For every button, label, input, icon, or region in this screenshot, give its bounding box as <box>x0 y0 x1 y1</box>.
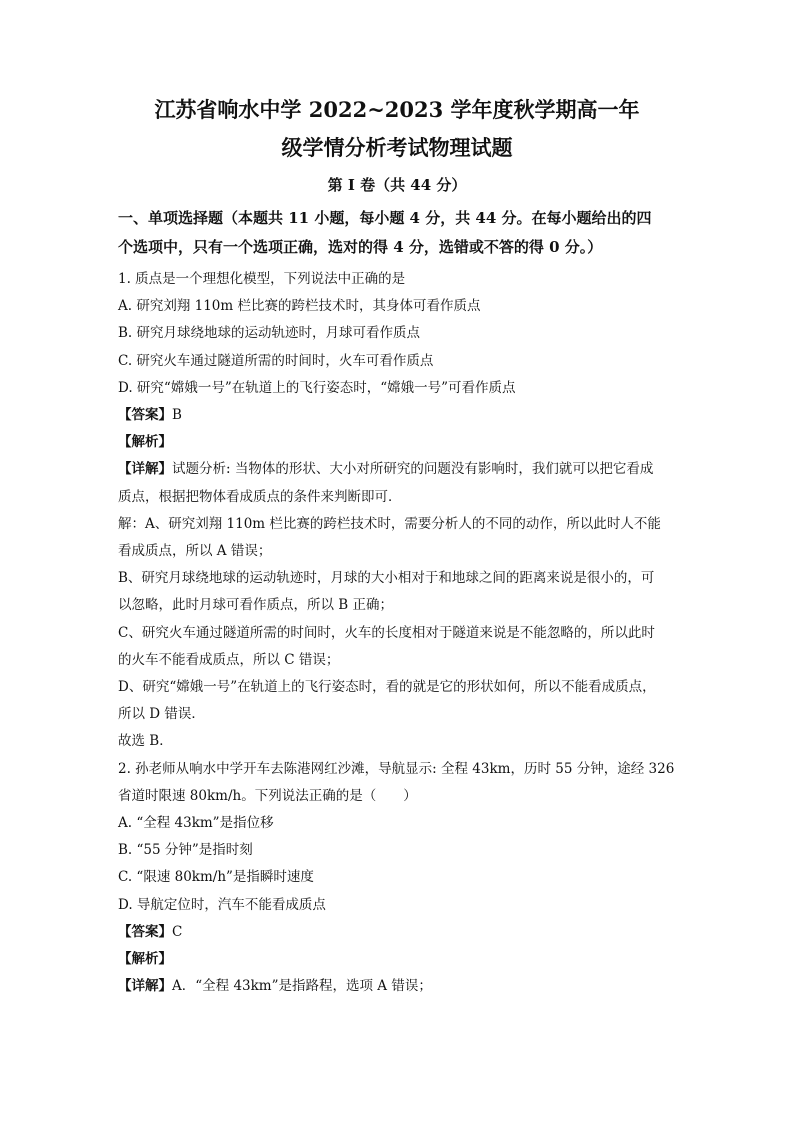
q1-analysis-tag: 【解析】 <box>118 434 172 451</box>
q1-solution-line-7: D、研究“嫦娥一号”在轨道上的飞行姿态时，看的就是它的形状如何，所以不能看成质点， <box>118 679 656 696</box>
q2-option-a: A. “全程 43km”是指位移 <box>118 815 274 832</box>
q2-detail-line-1 <box>118 973 676 1000</box>
q1-solution-line-1: 解：A、研究刘翔 110m 栏比赛的跨栏技术时，需要分析人的不同的动作，所以此时人不能 <box>118 515 661 532</box>
q2-answer-value: C <box>172 923 183 940</box>
q1-answer-value: B <box>172 407 182 424</box>
q1-solution-line-6: 的火车不能看成质点，所以 C 错误； <box>118 651 340 668</box>
q2-option-d: D. 导航定位时，汽车不能看成质点 <box>118 896 326 913</box>
q1-detail-text-1: 试题分析: 当物体的形状、大小对所研究的问题没有影响时，我们就可以把它看成 <box>172 461 654 478</box>
section-heading-line-2: 个选项中，只有一个选项正确，选对的得 4 分，选错或不答的得 0 分。） <box>118 238 603 256</box>
q2-analysis-tag: 【解析】 <box>118 951 172 968</box>
q1-solution-line-9: 故选 B． <box>118 733 173 750</box>
q2-answer-tag: 【答案】 <box>118 923 172 940</box>
document-title-line-1: 江苏省响水中学 2022~2023 学年度秋学期高一年 <box>154 97 640 122</box>
q2-detail-text-1: A．“全程 43km”是指路程，选项 A 错误； <box>172 978 432 995</box>
q2-detail-tag: 【详解】 <box>118 978 172 995</box>
q1-solution-line-5: C、研究火车通过隧道所需的时间时，火车的长度相对于隧道来说是不能忽略的，所以此时 <box>118 624 655 641</box>
q2-stem-line-1: 2. 孙老师从响水中学开车去陈港网红沙滩，导航显示: 全程 43km，历时 55 分钟，途经 326 <box>118 760 675 777</box>
section-heading-line-1: 一、单项选择题（本题共 11 小题，每小题 4 分，共 44 分。在每小题给出的四 <box>118 209 652 227</box>
q2-answer <box>118 919 676 946</box>
q2-analysis <box>118 946 676 973</box>
q2-stem-line-2: 省道时限速 80km/h。下列说法正确的是（ ） <box>118 787 417 804</box>
q1-option-c: C. 研究火车通过隧道所需的时间时，火车可看作质点 <box>118 352 434 369</box>
part-heading: 第 I 卷（共 44 分） <box>327 176 467 194</box>
document-title-line-2: 级学情分析考试物理试题 <box>281 135 513 160</box>
q1-option-b: B. 研究月球绕地球的运动轨迹时，月球可看作质点 <box>118 325 421 342</box>
q1-answer <box>118 402 676 429</box>
q1-solution-line-8: 所以 D 错误． <box>118 706 205 723</box>
q1-analysis <box>118 429 676 456</box>
q2-option-b: B. “55 分钟”是指时刻 <box>118 842 253 859</box>
q1-solution-line-4: 以忽略，此时月球可看作质点，所以 B 正确； <box>118 597 394 614</box>
q1-detail-line-2: 质点，根据把物体看成质点的条件来判断即可． <box>118 488 402 505</box>
q1-detail-line-1 <box>118 456 676 483</box>
q1-option-d: D. 研究“嫦娥一号”在轨道上的飞行姿态时，“嫦娥一号”可看作质点 <box>118 379 516 396</box>
q1-solution-line-3: B、研究月球绕地球的运动轨迹时，月球的大小相对于和地球之间的距离来说是很小的，可 <box>118 570 655 587</box>
q1-solution-line-2: 看成质点，所以 A 错误； <box>118 543 272 560</box>
q2-option-c: C. “限速 80km/h”是指瞬时速度 <box>118 869 314 886</box>
q1-stem: 1. 质点是一个理想化模型，下列说法中正确的是 <box>118 271 406 287</box>
q1-option-a: A. 研究刘翔 110m 栏比赛的跨栏技术时，其身体可看作质点 <box>118 298 481 315</box>
q1-answer-tag: 【答案】 <box>118 407 172 424</box>
q1-detail-tag: 【详解】 <box>118 461 172 478</box>
